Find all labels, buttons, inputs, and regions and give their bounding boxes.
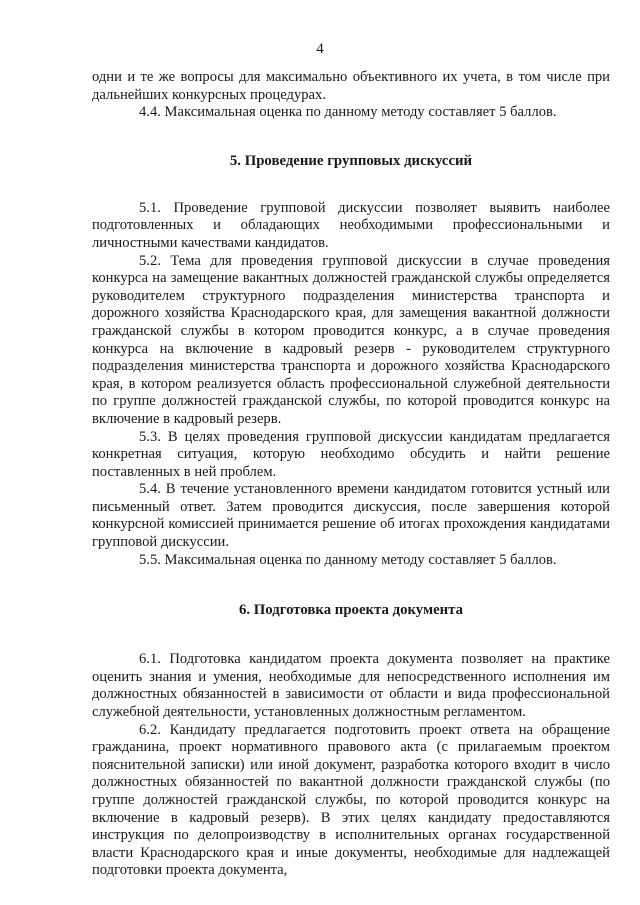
paragraph-6-1: 6.1. Подготовка кандидатом проекта документа позволяет на практике оценить знания и умения, необходимые для непосредственного исполнения им должностных обязанностей в зависимости от области и вида профессиональной служебной деятельности, установленных должностным регламентом. (92, 651, 610, 721)
paragraph-5-5: 5.5. Максимальная оценка по данному методу составляет 5 баллов. (139, 551, 557, 568)
paragraph-6-2: 6.2. Кандидату предлагается подготовить проект ответа на обращение гражданина, проект нормативного правового акта (с прилагаемым проектом пояснительной записки) или иной документ, разработка которого входит в число должностных обязанностей по вакантной должности гражданской службы (по группе должностей гражданской службы, по которой проводится конкурс на включение в кадровый резерв). В этих целях кандидату предоставляются инструкция по делопроизводству в исполнительных органах государственной власти Краснодарского края и иные документы, необходимые для надлежащей подготовки проекта документа, (92, 721, 610, 879)
paragraph-5-2: 5.2. Тема для проведения групповой дискуссии в случае проведения конкурса на замещение вакантных должностей гражданской службы определяется руководителем структурного подразделения министерства транспорта и дорожного хозяйства Краснодарского края, для замещения вакантной должности гражданской службы в котором проводится конкурс, а в случае проведения конкурса на включение в кадровый резерв - руководителем структурного подразделения министерства транспорта и дорожного хозяйства Краснодарского края, в котором реализуется область профессиональной служебной деятельности по группе должностей гражданской службы, по которой проводится конкурс на включение в кадровый резерв. (92, 252, 610, 427)
document-body (92, 69, 610, 880)
section-6-heading: 6. Подготовка проекта документа (238, 602, 464, 619)
paragraph-4-4: 4.4. Максимальная оценка по данному методу составляет 5 баллов. (139, 104, 557, 121)
paragraph-5-3: 5.3. В целях проведения групповой дискуссии кандидатам предлагается конкретная ситуация, которую необходимо обсудить и найти решение поставленных в ней проблем. (92, 428, 610, 480)
paragraph-5-1: 5.1. Проведение групповой дискуссии позволяет выявить наиболее подготовленных и обладающих необходимыми профессиональными и личностными качествами кандидатов. (92, 199, 610, 251)
continuation-paragraph: одни и те же вопросы для максимально объективного их учета, в том числе при дальнейших конкурсных процедурах. (92, 69, 610, 103)
paragraph-5-4: 5.4. В течение установленного времени кандидатом готовится устный или письменный ответ. Затем проводится дискуссия, после завершения которой конкурсной комиссией принимается решение об итогах прохождения кандидатами групповой дискуссии. (92, 481, 610, 551)
section-5-heading: 5. Проведение групповых дискуссий (229, 152, 473, 169)
page-number: 4 (316, 41, 324, 57)
